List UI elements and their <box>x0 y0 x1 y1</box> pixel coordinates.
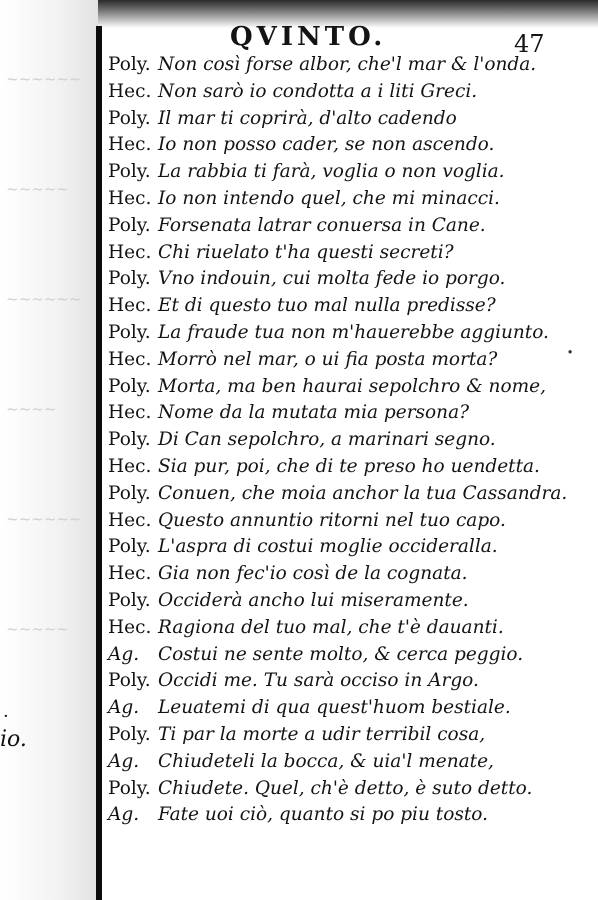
speaker-label: Poly. <box>108 670 151 692</box>
speaker-label: Ag. <box>108 804 140 826</box>
speaker-label: Poly. <box>108 536 151 558</box>
verse-text: Questo annuntio ritorni nel tuo capo. <box>158 509 506 531</box>
left-page-fragment: io. <box>0 727 27 752</box>
bleed-through-text: ~~~~ <box>6 400 57 418</box>
bleed-through-text: ~~~~~~ <box>6 290 82 308</box>
running-head: QVINTO. <box>230 22 387 52</box>
facing-page-edge <box>0 0 98 900</box>
speaker-label: Poly. <box>108 723 151 745</box>
verse-text: Occidi me. Tu sarà occiso in Argo. <box>158 670 479 692</box>
speaker-label: Poly. <box>108 161 151 183</box>
speaker-label: Hec. <box>108 241 152 263</box>
dialogue-line <box>108 240 588 267</box>
verse-text: Chi riuelato t'ha questi secreti? <box>158 241 454 263</box>
speaker-label: Hec. <box>108 509 152 531</box>
speaker-label: Ag. <box>108 697 140 719</box>
speaker-label: Hec. <box>108 616 152 638</box>
dialogue-line <box>108 400 588 427</box>
verse-text: Sia pur, poi, che di te preso ho uendetta. <box>158 455 540 477</box>
dialogue-line <box>108 79 588 106</box>
dialogue-line <box>108 588 588 615</box>
left-page-dot: · <box>3 706 9 727</box>
verse-text: La rabbia ti farà, voglia o non voglia. <box>158 161 505 183</box>
verse-text: Nome da la mutata mia persona? <box>158 402 470 424</box>
speaker-label: Hec. <box>108 402 152 424</box>
speaker-label: Hec. <box>108 563 152 585</box>
verse-text: Morta, ma ben haurai sepolchro & nome, <box>158 375 546 397</box>
speaker-label: Hec. <box>108 348 152 370</box>
verse-text: Costui ne sente molto, & cerca peggio. <box>158 643 524 665</box>
dialogue-line <box>108 347 588 374</box>
speaker-label: Poly. <box>108 321 151 343</box>
verse-text: Fate uoi ciò, quanto si po piu tosto. <box>158 804 488 826</box>
dialogue-line <box>108 266 588 293</box>
verse-text: Ti par la morte a udir terribil cosa, <box>158 723 486 745</box>
bleed-through-text: ~~~~~ <box>6 180 69 198</box>
verse-text: Ragiona del tuo mal, che t'è dauanti. <box>158 616 504 638</box>
book-gutter <box>96 26 102 900</box>
dialogue-line <box>108 52 588 79</box>
speaker-label: Hec. <box>108 134 152 156</box>
dialogue-line <box>108 320 588 347</box>
verse-text: Non così forse albor, che'l mar & l'onda. <box>158 54 537 75</box>
dialogue-line <box>108 132 588 159</box>
dialogue-line <box>108 802 588 829</box>
verse-text: Gia non fec'io così de la cognata. <box>158 563 468 585</box>
speaker-label: Poly. <box>108 589 151 611</box>
speaker-label: Poly. <box>108 375 151 397</box>
verse-text: Di Can sepolchro, a marinari segno. <box>158 429 496 451</box>
speaker-label: Poly. <box>108 107 151 129</box>
verse-text: Non sarò io condotta a i liti Greci. <box>158 80 478 102</box>
verse-text: Leuatemi di qua quest'huom bestiale. <box>158 697 511 719</box>
dialogue-line <box>108 213 588 240</box>
speaker-label: Hec. <box>108 455 152 477</box>
verse-text: L'aspra di costui moglie occideralla. <box>158 536 498 558</box>
speaker-label: Poly. <box>108 54 151 75</box>
speaker-label: Poly. <box>108 429 151 451</box>
dialogue-line <box>108 642 588 669</box>
dialogue-line <box>108 159 588 186</box>
dialogue-line <box>108 374 588 401</box>
verse-text: Chiudeteli la bocca, & uia'l menate, <box>158 750 494 772</box>
dialogue-line <box>108 106 588 133</box>
verse-text: Et di questo tuo mal nulla predisse? <box>158 295 496 317</box>
dialogue-line <box>108 427 588 454</box>
speaker-label: Hec. <box>108 187 152 209</box>
dialogue-line <box>108 695 588 722</box>
speaker-label: Ag. <box>108 750 140 772</box>
bleed-through-text: ~~~~~ <box>6 620 69 638</box>
verse-text: Vno indouin, cui molta fede io porgo. <box>158 268 506 290</box>
verse-text: Occiderà ancho lui miseramente. <box>158 589 469 611</box>
speaker-label: Poly. <box>108 482 151 504</box>
dialogue-line <box>108 668 588 695</box>
speaker-label: Poly. <box>108 268 151 290</box>
dialogue-line <box>108 561 588 588</box>
verse-text: Il mar ti coprirà, d'alto cadendo <box>158 107 457 129</box>
dialogue-line <box>108 534 588 561</box>
dialogue-line <box>108 293 588 320</box>
bleed-through-text: ~~~~~~ <box>6 70 82 88</box>
speaker-label: Hec. <box>108 295 152 317</box>
dialogue-line <box>108 722 588 749</box>
verse-text: Io non posso cader, se non ascendo. <box>158 134 495 156</box>
verse-text: Forsenata latrar conuersa in Cane. <box>158 214 486 236</box>
verse-text: Morrò nel mar, o ui fia posta morta? <box>158 348 498 370</box>
bleed-through-text: ~~~~~~ <box>6 510 82 528</box>
dialogue-line <box>108 508 588 535</box>
dialogue-line <box>108 454 588 481</box>
speaker-label: Ag. <box>108 643 140 665</box>
ink-mark: · <box>566 338 575 368</box>
speaker-label: Hec. <box>108 80 152 102</box>
verse-text: Chiudete. Quel, ch'è detto, è suto detto. <box>158 777 533 799</box>
verse-text: Conuen, che moia anchor la tua Cassandra. <box>158 482 568 504</box>
verse-text: La fraude tua non m'hauerebbe aggiunto. <box>158 321 549 343</box>
speaker-label: Poly. <box>108 777 151 799</box>
dialogue-block <box>108 52 588 829</box>
dialogue-line <box>108 615 588 642</box>
dialogue-line <box>108 481 588 508</box>
speaker-label: Poly. <box>108 214 151 236</box>
page-number: 47 <box>514 30 545 58</box>
dialogue-line <box>108 776 588 803</box>
dialogue-line <box>108 186 588 213</box>
verse-text: Io non intendo quel, che mi minacci. <box>158 187 500 209</box>
dialogue-line <box>108 749 588 776</box>
